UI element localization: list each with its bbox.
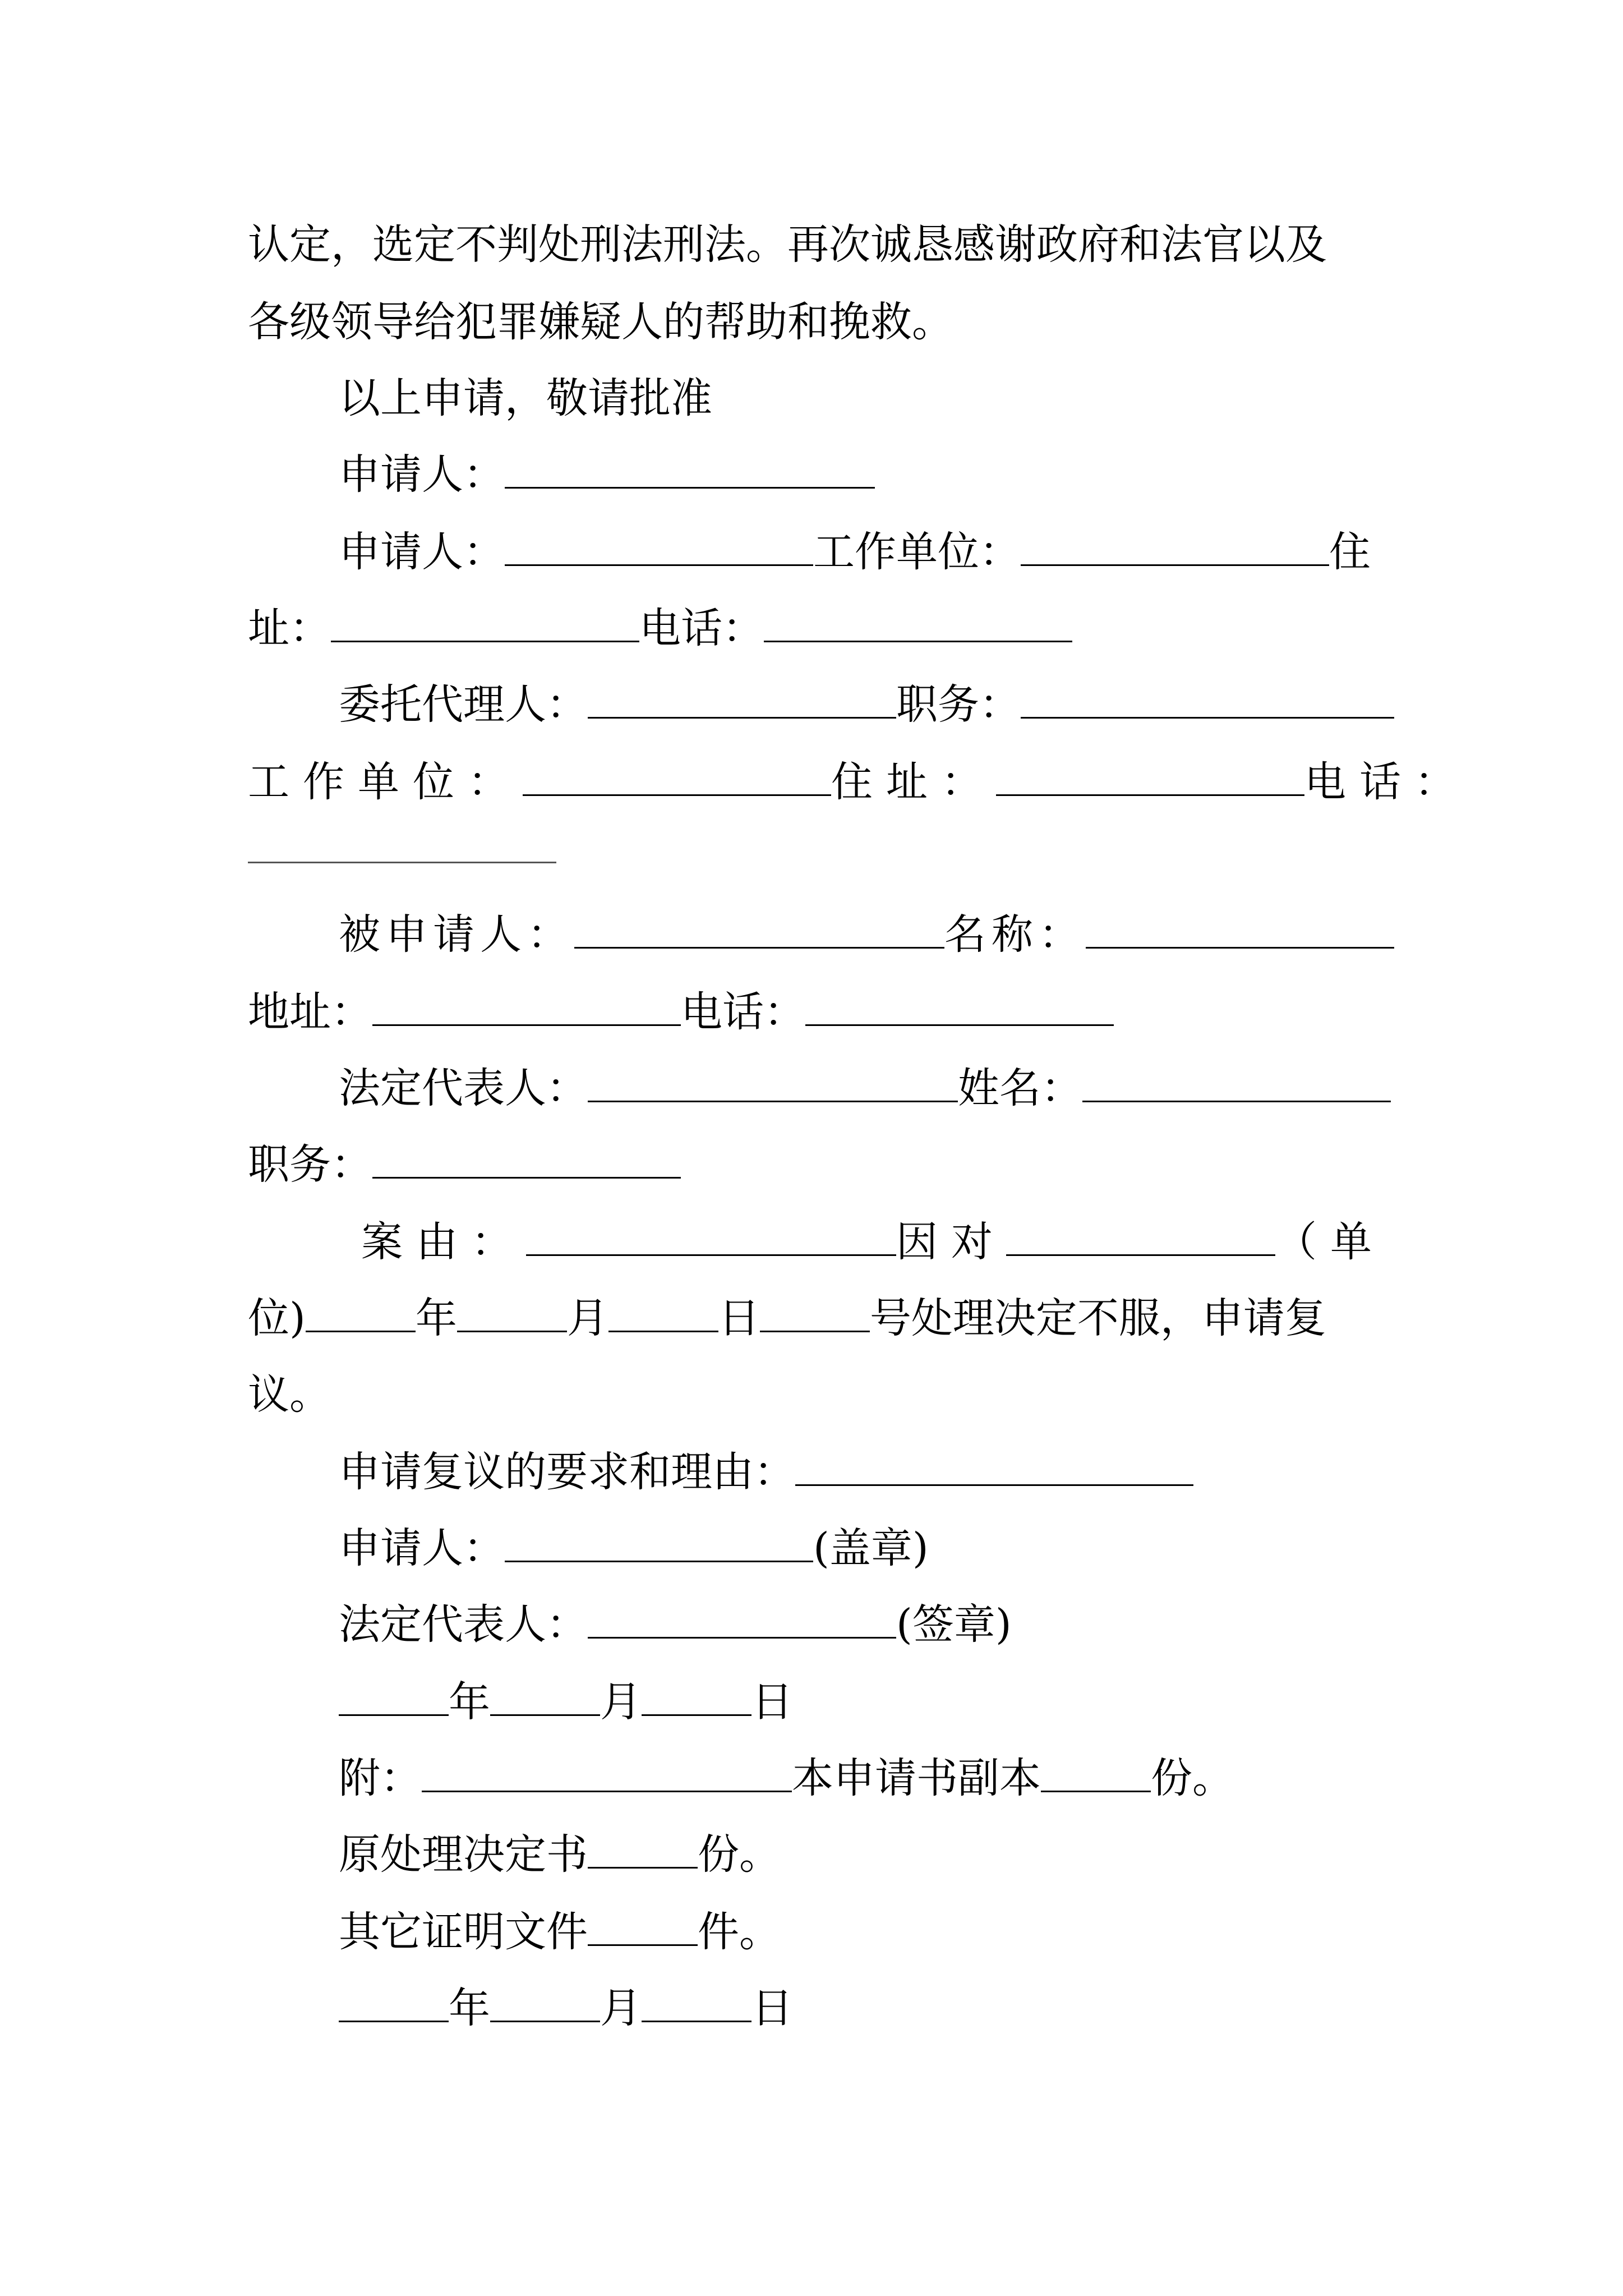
address-label-end: 址： — [248, 604, 331, 652]
sign-month-blank[interactable] — [490, 1683, 600, 1716]
agent-label: 委托代理人： — [339, 680, 588, 729]
paragraph-line-2 — [248, 294, 1392, 350]
legal-rep-blank[interactable] — [588, 1069, 958, 1102]
sign-applicant-label: 申请人： — [339, 1524, 505, 1572]
items-unit: 件。 — [698, 1908, 781, 1956]
agent-phone-label: 电话： — [1304, 758, 1469, 806]
case-blank[interactable] — [526, 1223, 896, 1256]
sign-day-blank[interactable] — [642, 1683, 751, 1716]
review-reason-label: 申请复议的要求和理由： — [339, 1448, 795, 1496]
legal-rep-name-blank[interactable] — [1082, 1069, 1391, 1102]
paragraph-line-1 — [248, 217, 1392, 273]
legal-rep-position-row — [248, 1137, 1392, 1193]
final-day-blank[interactable] — [642, 1989, 751, 2022]
agent-detail-row — [248, 754, 1469, 810]
case-date-row — [248, 1290, 1392, 1346]
legal-rep-position-blank[interactable] — [372, 1145, 681, 1179]
copies-unit: 份。 — [698, 1830, 781, 1879]
final-year-blank[interactable] — [339, 1989, 449, 2022]
sign-year-blank[interactable] — [339, 1683, 449, 1716]
other-docs-blank[interactable] — [588, 1913, 698, 1946]
agent-work-unit-label: 工作单位： — [248, 758, 523, 806]
signature-text: (签章) — [896, 1600, 1012, 1649]
sign-legal-rep-blank[interactable] — [588, 1605, 896, 1639]
month-label: 月 — [600, 1984, 642, 2032]
final-month-blank[interactable] — [490, 1989, 600, 2022]
phone-blank[interactable] — [764, 609, 1072, 642]
respondent-address-row — [248, 984, 1392, 1040]
year-label: 年 — [449, 1984, 490, 2032]
name-label: 名称： — [944, 910, 1086, 959]
address-label-start: 住 — [1329, 528, 1371, 576]
sign-applicant-blank[interactable] — [505, 1529, 813, 1562]
agent-address-blank[interactable] — [996, 763, 1304, 796]
legal-rep-name-label: 姓名： — [958, 1064, 1082, 1112]
attach-blank[interactable] — [422, 1759, 792, 1792]
agent-blank[interactable] — [588, 685, 896, 719]
legal-rep-label: 法定代表人： — [339, 1064, 588, 1112]
case-decision-text: 号处理决定不服，申请复 — [869, 1294, 1326, 1342]
name-blank[interactable] — [1086, 915, 1394, 949]
original-decision-text: 原处理决定书 — [339, 1830, 588, 1879]
paragraph-text: 认定，选定不判处刑法刑法。再次诚恳感谢政府和法官以及 — [248, 220, 1327, 269]
attach-copies-blank[interactable] — [1041, 1759, 1151, 1792]
month-label: 月 — [566, 1294, 608, 1342]
case-unit-open: （单 — [1275, 1218, 1385, 1266]
year-label: 年 — [449, 1678, 490, 1726]
work-unit-label: 工作单位： — [813, 528, 1021, 576]
agent-address-label: 住址： — [831, 758, 996, 806]
sign-date-row — [339, 1674, 1392, 1730]
sign-applicant-row — [339, 1520, 1392, 1576]
respondent-address-blank[interactable] — [372, 993, 681, 1026]
respondent-phone-blank[interactable] — [805, 993, 1114, 1026]
position-blank[interactable] — [1021, 685, 1394, 719]
closing-text: 以上申请，敬请批准 — [339, 374, 712, 422]
original-decision-blank[interactable] — [588, 1835, 698, 1869]
closing-line — [339, 370, 1392, 426]
other-docs-text: 其它证明文件 — [339, 1908, 588, 1956]
address-phone-row — [248, 600, 1392, 656]
address-blank[interactable] — [331, 609, 639, 642]
applicant-row — [339, 447, 1392, 503]
day-label: 日 — [751, 1984, 793, 2032]
year-label: 年 — [415, 1294, 457, 1342]
position-label: 职务： — [896, 680, 1021, 729]
original-decision-row — [339, 1826, 1392, 1883]
case-end-row — [248, 1366, 1392, 1423]
case-label: 案由： — [361, 1218, 526, 1266]
review-reason-row — [339, 1444, 1392, 1500]
case-end-text: 议。 — [248, 1370, 331, 1419]
case-unit-blank[interactable] — [1006, 1223, 1275, 1256]
attachment-row — [339, 1750, 1392, 1806]
agent-work-unit-blank[interactable] — [523, 763, 831, 796]
legal-rep-row — [339, 1060, 1392, 1116]
sign-legal-rep-label: 法定代表人： — [339, 1600, 588, 1649]
review-reason-blank[interactable] — [795, 1453, 1193, 1486]
case-year-blank[interactable] — [306, 1299, 416, 1332]
other-docs-row — [339, 1904, 1392, 1960]
applicant-label: 申请人： — [339, 450, 505, 499]
attach-copy-text: 本申请书副本 — [792, 1754, 1041, 1802]
legal-rep-position-label: 职务： — [248, 1140, 372, 1189]
seal-text: (盖章) — [813, 1524, 929, 1572]
applicant-detail-row — [339, 524, 1392, 580]
month-label: 月 — [600, 1678, 642, 1726]
paragraph-text: 各级领导给犯罪嫌疑人的帮助和挽救。 — [248, 298, 953, 346]
attach-label: 附： — [339, 1754, 422, 1802]
day-label: 日 — [718, 1294, 760, 1342]
agent-phone-blank-row — [248, 830, 1392, 886]
phone-label: 电话： — [639, 604, 764, 652]
respondent-phone-label: 电话： — [681, 988, 805, 1036]
case-due-to: 因对 — [896, 1218, 1006, 1266]
work-unit-blank[interactable] — [1021, 533, 1329, 566]
respondent-blank[interactable] — [574, 915, 944, 949]
applicant2-blank[interactable] — [505, 533, 813, 566]
case-row — [339, 1214, 1392, 1270]
agent-row — [339, 677, 1392, 733]
copies-unit: 份。 — [1151, 1754, 1234, 1802]
applicant2-label: 申请人： — [339, 528, 505, 576]
day-label: 日 — [751, 1678, 793, 1726]
case-day-blank[interactable] — [608, 1299, 718, 1332]
respondent-address-label: 地址： — [248, 988, 372, 1036]
applicant-blank[interactable] — [505, 455, 875, 489]
case-month-blank[interactable] — [457, 1299, 567, 1332]
respondent-row — [339, 907, 1392, 963]
sign-legal-rep-row — [339, 1596, 1392, 1653]
case-number-blank[interactable] — [760, 1299, 870, 1332]
final-date-row — [339, 1980, 1392, 2036]
agent-phone-blank[interactable] — [248, 830, 556, 863]
respondent-label: 被申请人： — [339, 910, 574, 959]
case-unit-close: 位) — [248, 1294, 306, 1342]
